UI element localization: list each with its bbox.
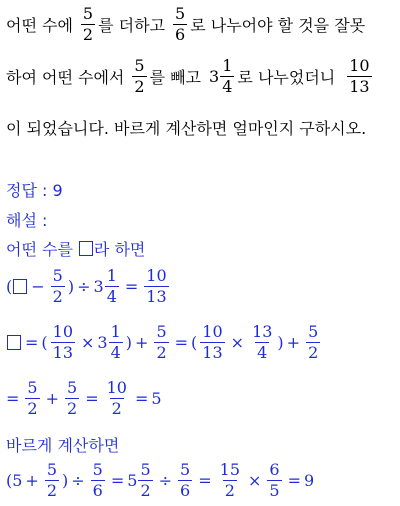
blank-box-icon (7, 335, 21, 350)
problem-text: 를 빼고 (149, 68, 202, 87)
mixed-number: 3 1 4 (93, 266, 117, 306)
fraction: $\frac{10}{13}$ (202, 322, 223, 362)
fraction: $\frac{5}{2}$ (67, 378, 78, 418)
problem-line-2 (6, 58, 375, 95)
explanation-intro: 어떤 수를 라 하면 (6, 240, 146, 259)
fraction: 10 13 (349, 56, 370, 96)
fraction: $\frac{6}{5}$ (269, 460, 280, 500)
mixed-number: 3 1 4 (97, 322, 121, 362)
fraction: $\frac{5}{2}$ (308, 322, 319, 362)
fraction: $\frac{5}{2}$ (46, 460, 58, 500)
problem-line-3: 이 되었습니다. 바르게 계산하면 얼마인지 구하시오. (6, 119, 367, 138)
problem-text: 를 더하고 (98, 16, 166, 35)
problem-text: 어떤 수에 (6, 16, 73, 35)
equation-3: = $\frac{5}{2}$ + $\frac{5}{2}$ = $\frac{10}{2}$ = 5 (6, 378, 162, 418)
answer-label: 정답 : 9 (6, 181, 63, 200)
equation-2: = ( $\frac{10}{13}$ × 3 1 4 ) + $\frac{5}{2}$ = ( $\frac{10}{13}$ × $\frac{13}{4}$ ) + $\frac{5}{2}$ (6, 324, 323, 361)
fraction: 5 2 (134, 56, 145, 96)
blank-box-icon (13, 279, 27, 294)
fraction: $\frac{5}{2}$ (27, 378, 38, 418)
fraction: $\frac{5}{2}$ (52, 266, 63, 306)
equation-1: ( − $\frac{5}{2}$ ) ÷ 3 1 4 = $\frac{10}{13}$ (6, 266, 167, 306)
problem-text: 로 나누어야 할 것을 잘못 (190, 16, 366, 35)
fraction: $\frac{15}{2}$ (219, 460, 240, 500)
equation-4: (5 + $\frac{5}{2}$ ) ÷ $\frac{5}{6}$ = 5 5 2 ÷ $\frac{5}{6}$ = $\frac{15}{2}$ × $\frac{6}{5}$ = 9 (6, 460, 315, 500)
mixed-number: 5 5 2 (127, 460, 151, 500)
fraction: $\frac{10}{2}$ (106, 378, 127, 418)
blank-box-icon (79, 241, 93, 256)
fraction: $\frac{5}{6}$ (92, 460, 103, 500)
fraction: $\frac{5}{6}$ (180, 460, 191, 500)
problem-text: 로 나누었더니 (237, 68, 336, 87)
fraction: 5 6 (175, 4, 186, 44)
fraction: 5 2 (82, 4, 94, 44)
explanation-label: 해설 : (6, 211, 48, 230)
correct-calc-label: 바르게 계산하면 (6, 436, 120, 455)
fraction: $\frac{13}{4}$ (252, 322, 273, 362)
fraction: $\frac{5}{2}$ (156, 322, 167, 362)
problem-text: 하여 어떤 수에서 (6, 68, 125, 87)
fraction: $\frac{10}{13}$ (52, 322, 74, 362)
problem-line-1 (6, 6, 365, 43)
mixed-number: 3 1 4 (209, 56, 233, 96)
fraction: $\frac{10}{13}$ (146, 266, 167, 306)
